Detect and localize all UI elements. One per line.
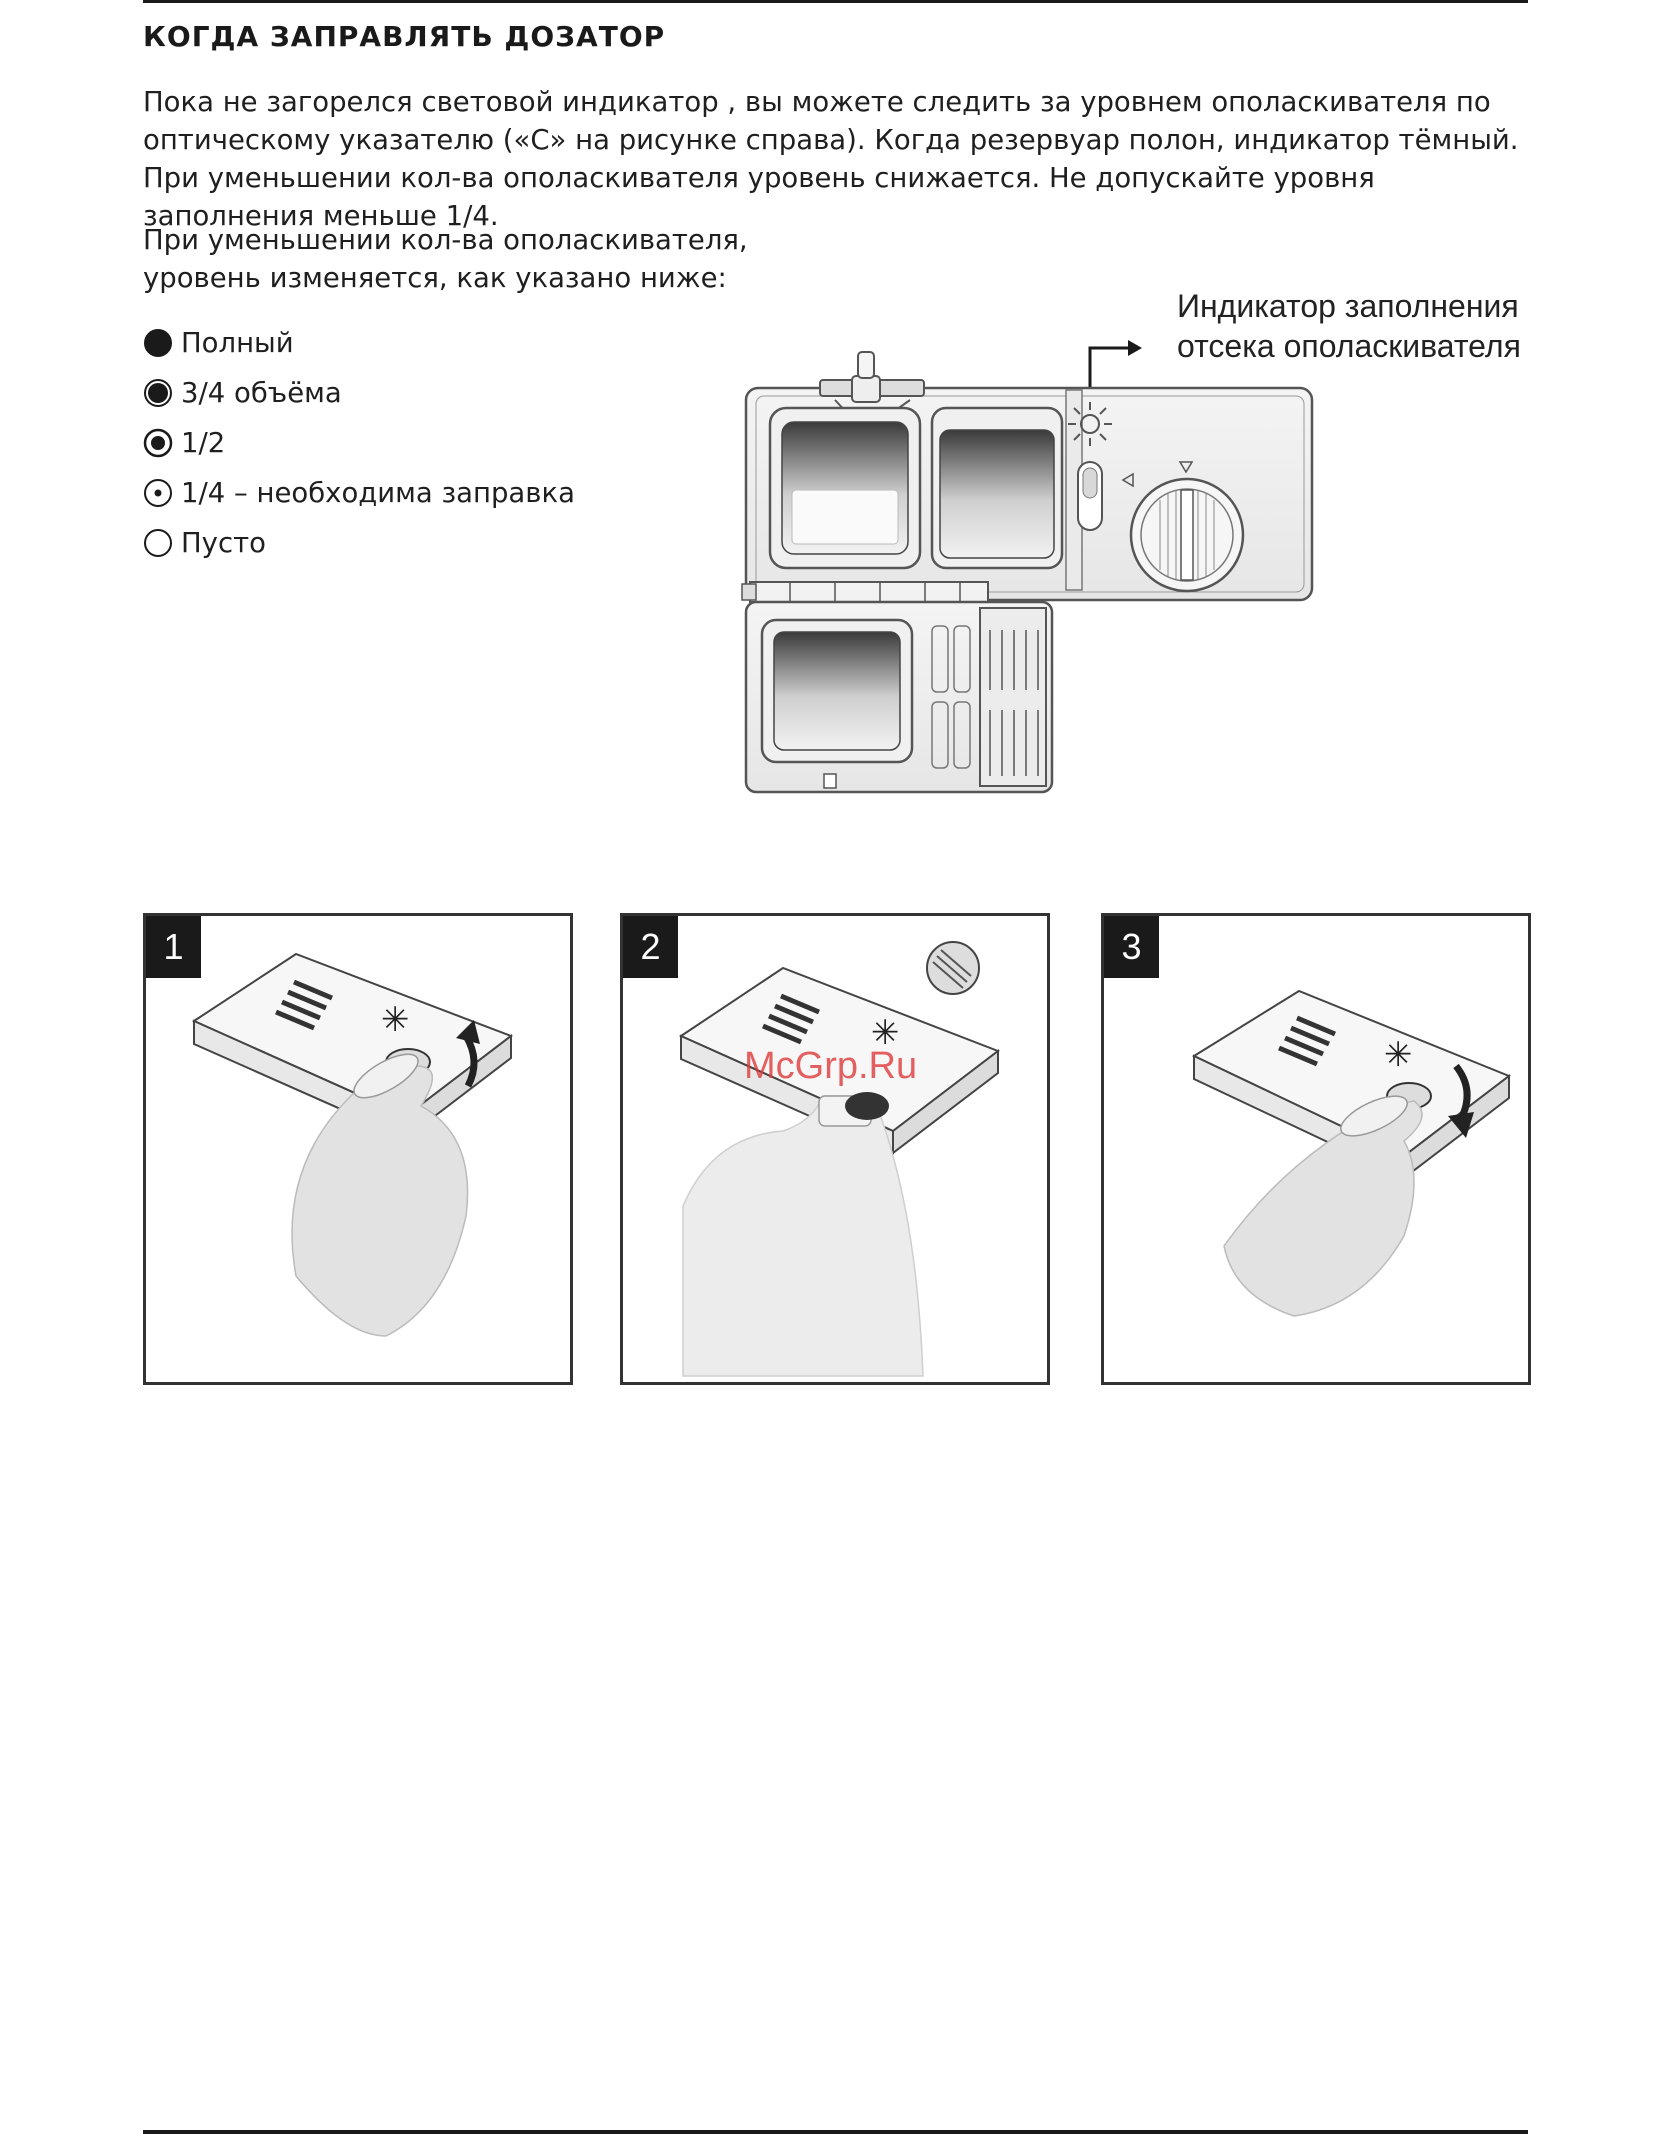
section-heading: КОГДА ЗАПРАВЛЯТЬ ДОЗАТОР	[143, 20, 666, 53]
step-illustration-1	[146, 916, 570, 1382]
svg-text:✳: ✳	[381, 1000, 410, 1040]
level-label: 1/4 – необходима заправка	[181, 477, 575, 509]
level-half	[143, 418, 575, 468]
step-number: 1	[146, 916, 201, 978]
step-number: 3	[1104, 916, 1159, 978]
step-panel-2	[620, 913, 1050, 1385]
step-number: 2	[623, 916, 678, 978]
three-quarter-circle-icon	[143, 378, 173, 408]
level-quarter	[143, 468, 575, 518]
level-label: 3/4 объёма	[181, 377, 342, 409]
bottom-rule	[143, 2130, 1528, 2134]
level-empty	[143, 518, 575, 568]
intro-paragraph: Пока не загорелся световой индикатор , вы можете следить за уровнем ополаскивателя по оптическому указателю («С» на рисунке справа). Когда резервуар полон, индикатор тёмный. При уменьшении кол-ва ополаскивателя уровень снижается. Не допускайте уровня заполнения меньше 1/4.	[143, 86, 1519, 232]
level-label: Пусто	[181, 527, 266, 559]
step-panel-3	[1101, 913, 1531, 1385]
svg-text:✳: ✳	[871, 1013, 900, 1053]
half-circle-icon	[143, 428, 173, 458]
step-illustration-3	[1104, 916, 1528, 1382]
step-illustration-2	[623, 916, 1047, 1382]
level-label: 1/2	[181, 427, 226, 459]
level-full	[143, 318, 575, 368]
callout-line-1: Индикатор заполнения	[1177, 288, 1519, 324]
svg-text:✳: ✳	[1384, 1035, 1413, 1075]
level-three-quarter	[143, 368, 575, 418]
fill-level-list	[143, 318, 575, 568]
dispenser-diagram	[740, 340, 1340, 800]
callout-line-2: отсека ополаскивателя	[1177, 328, 1521, 364]
step-panel-1	[143, 913, 573, 1385]
levels-intro-paragraph: При уменьшении кол-ва ополаскивателя, уровень изменяется, как указано ниже:	[143, 224, 748, 294]
empty-circle-icon	[143, 528, 173, 558]
top-rule	[143, 0, 1528, 3]
watermark-text: McGrp.Ru	[744, 1045, 918, 1087]
quarter-circle-icon	[143, 478, 173, 508]
full-circle-icon	[143, 328, 173, 358]
level-label: Полный	[181, 327, 294, 359]
